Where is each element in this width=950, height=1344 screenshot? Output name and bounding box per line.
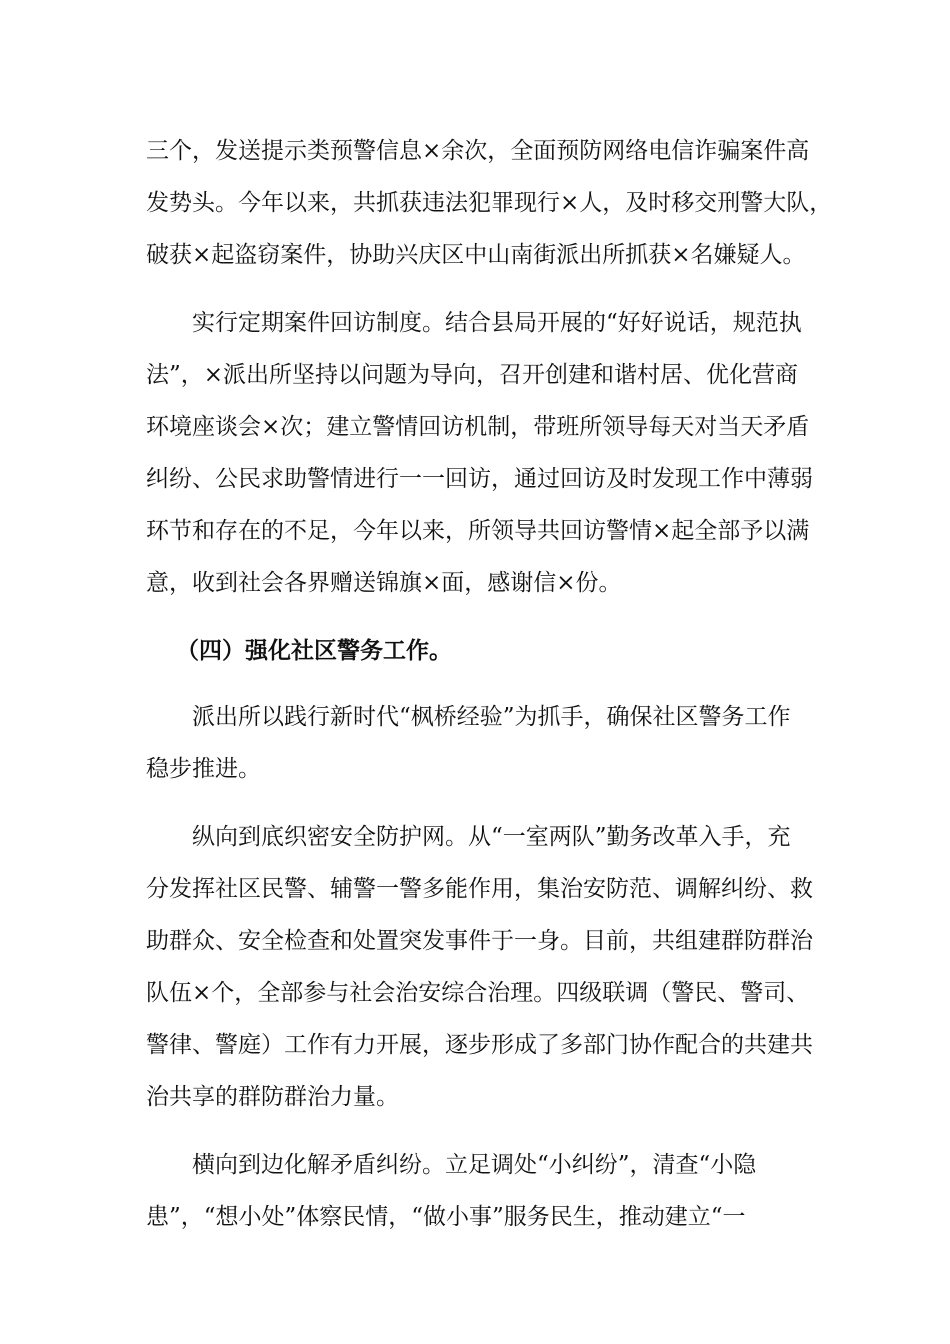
text-line: 分发挥社区民警、辅警一警多能作用，集治安防范、调解纠纷、救 — [146, 876, 813, 902]
paragraph-first-line: 横向到边化解矛盾纠纷。立足调处“小纠纷”，清查“小隐 — [192, 1152, 757, 1178]
paragraph-first-line: 实行定期案件回访制度。结合县局开展的“好好说话，规范执 — [192, 310, 802, 336]
text-line: 稳步推进。 — [146, 756, 261, 782]
text-line: 警律、警庭）工作有力开展，逐步形成了多部门协作配合的共建共 — [146, 1032, 813, 1058]
text-line: 环境座谈会×次；建立警情回访机制，带班所领导每天对当天矛盾 — [146, 414, 810, 440]
text-line: 破获×起盗窃案件，协助兴庆区中山南街派出所抓获×名嫌疑人。 — [146, 242, 806, 268]
text-line: 患”，“想小处”体察民情，“做小事”服务民生，推动建立“一 — [146, 1204, 746, 1230]
paragraph-first-line: 派出所以践行新时代“枫桥经验”为抓手，确保社区警务工作 — [192, 704, 791, 730]
text-line: 意，收到社会各界赠送锦旗×面，感谢信×份。 — [146, 570, 622, 596]
text-line: 治共享的群防群治力量。 — [146, 1084, 399, 1110]
text-line: 发势头。今年以来，共抓获违法犯罪现行×人，及时移交刑警大队， — [146, 190, 833, 216]
text-line: 纠纷、公民求助警情进行一一回访，通过回访及时发现工作中薄弱 — [146, 466, 813, 492]
text-line: 队伍×个，全部参与社会治安综合治理。四级联调（警民、警司、 — [146, 980, 810, 1006]
text-line: 三个，发送提示类预警信息×余次，全面预防网络电信诈骗案件高 — [146, 138, 810, 164]
text-line: 法”，×派出所坚持以问题为导向，召开创建和谐村居、优化营商 — [146, 362, 799, 388]
paragraph-first-line: 纵向到底织密安全防护网。从“一室两队”勤务改革入手，充 — [192, 824, 791, 850]
section-heading: （四）强化社区警务工作。 — [176, 638, 452, 664]
text-line: 环节和存在的不足，今年以来，所领导共回访警情×起全部予以满 — [146, 518, 810, 544]
text-line: 助群众、安全检查和处置突发事件于一身。目前，共组建群防群治 — [146, 928, 813, 954]
